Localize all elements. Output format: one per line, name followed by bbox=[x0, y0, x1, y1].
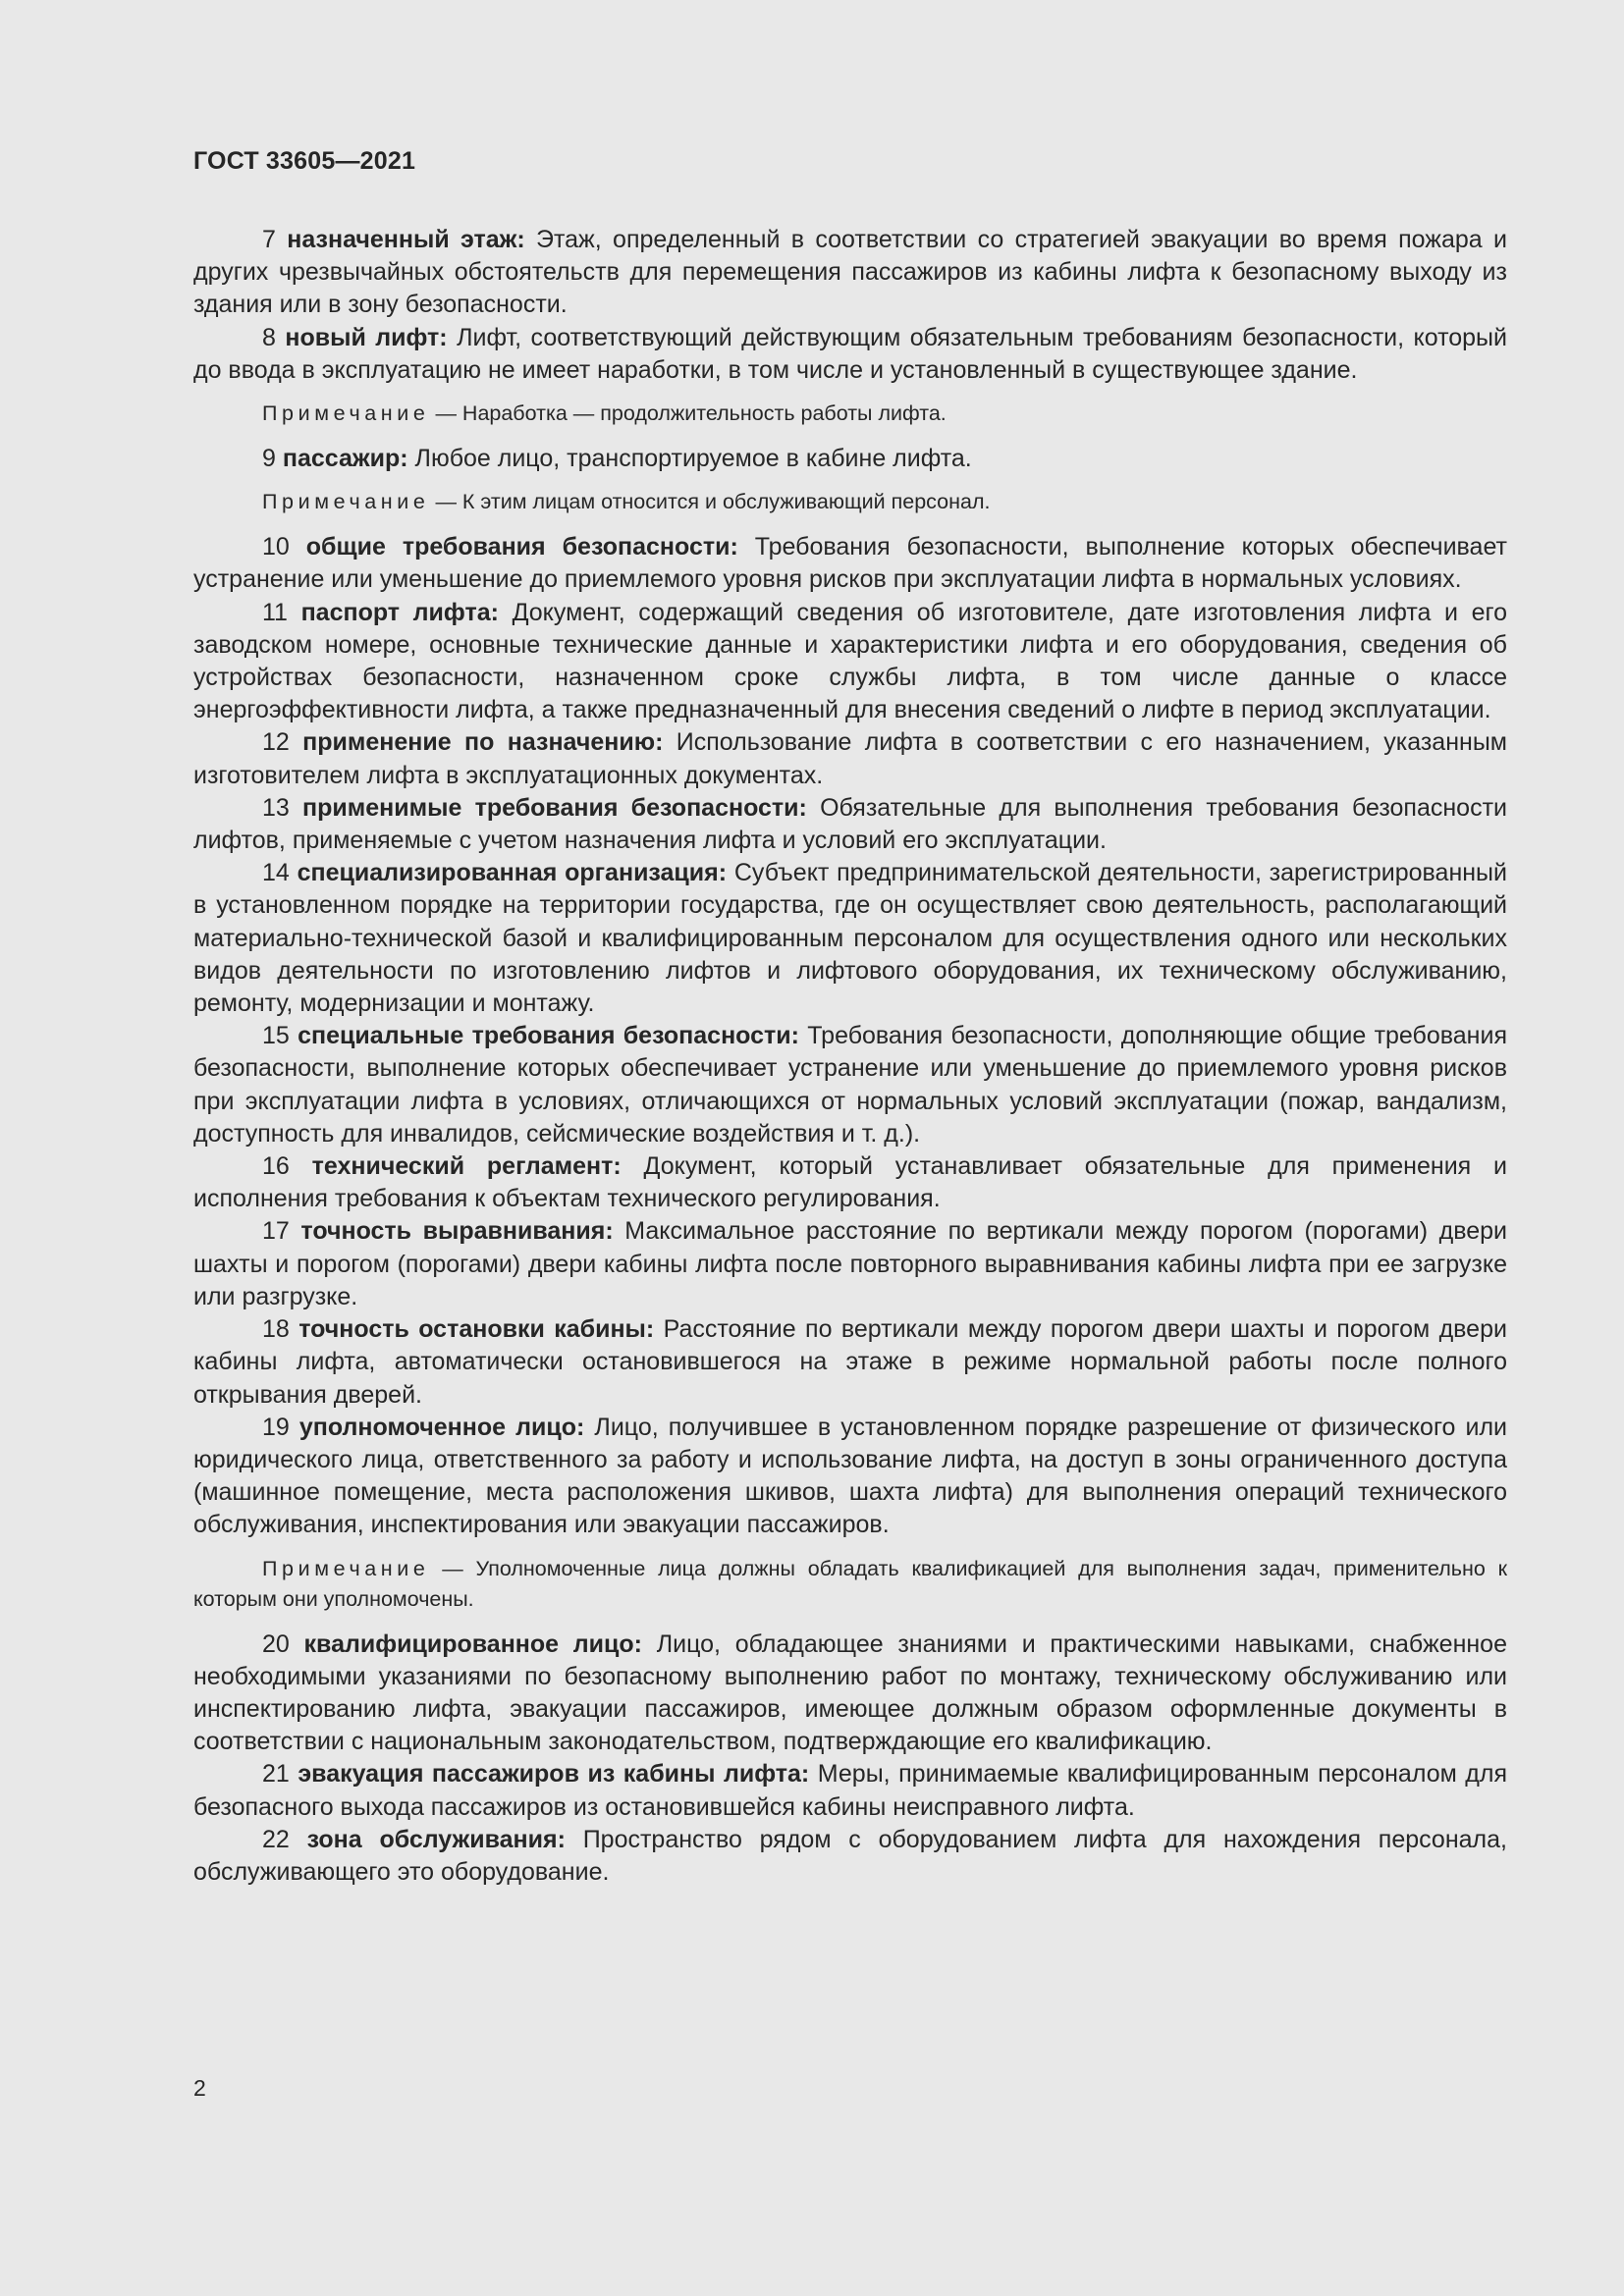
term-20 bbox=[193, 1629, 1507, 1759]
term-definition: Субъект предпринимательской деятельности, зарегистрированный в установленном порядке на территории государства, где он осуществляет свою деятельность, располагающий материально-технической базой и квалифицированным персоналом для осуществления одного или нескольких видов деятельности по изготовлению лифтов и лифтового оборудования, их техническому обслуживанию, ремонту, модернизации и монтажу. bbox=[193, 859, 1507, 1018]
term-18 bbox=[193, 1313, 1507, 1412]
term-13 bbox=[193, 792, 1507, 857]
term-name: эвакуация пассажиров из кабины лифта: bbox=[298, 1760, 810, 1789]
term-definition: Обязательные для выполнения требования безопасности лифтов, применяемые с учетом назначения лифта и условий его эксплуатации. bbox=[193, 793, 1507, 855]
term-number: 15 bbox=[262, 1022, 290, 1050]
term-number: 13 bbox=[262, 793, 290, 822]
term-7 bbox=[193, 224, 1507, 322]
term-name: квалифицированное лицо: bbox=[303, 1629, 643, 1658]
note-text: — Наработка — продолжительность работы лифта. bbox=[435, 401, 947, 426]
term-number: 7 bbox=[262, 226, 276, 253]
note-label: Примечание bbox=[262, 1556, 430, 1580]
term-14 bbox=[193, 857, 1507, 1020]
term-number: 14 bbox=[262, 859, 290, 887]
term-number: 21 bbox=[262, 1760, 290, 1789]
term-number: 20 bbox=[262, 1629, 290, 1658]
term-number: 22 bbox=[262, 1825, 290, 1853]
note-label: Примечание bbox=[262, 490, 430, 514]
term-definition: Лицо, получившее в установленном порядке разрешение от физического или юридического лица, ответственного за работу и использование лифта, на доступ в зоны ограниченного доступа (машинное помещение, места расположения шкивов, шахта лифта) для выполнения операций технического обслуживания, инспектирования или эвакуации пассажиров. bbox=[193, 1413, 1507, 1539]
term-definition: Документ, содержащий сведения об изготовителе, дате изготовления лифта и его заводском номере, основные технические данные и характеристики лифта и его оборудования, сведения об устройствах безопасности, назначенном сроке службы лифта, в том числе данные о классе энергоэффективности лифта, а также предназначенный для внесения сведений о лифте в период эксплуатации. bbox=[193, 598, 1508, 724]
term-16 bbox=[193, 1150, 1507, 1215]
term-name: технический регламент: bbox=[311, 1152, 622, 1181]
term-17 bbox=[193, 1215, 1507, 1313]
term-number: 16 bbox=[262, 1152, 290, 1181]
term-definition: Расстояние по вертикали между порогом двери шахты и порогом двери кабины лифта, автоматически остановившегося на этаже в режиме нормальной работы после полного открывания дверей. bbox=[193, 1315, 1507, 1409]
page-number: 2 bbox=[193, 2075, 206, 2101]
term-name: зона обслуживания: bbox=[306, 1825, 566, 1853]
term-8 bbox=[193, 322, 1507, 387]
term-10 bbox=[193, 531, 1507, 596]
term-definition: Пространство рядом с оборудованием лифта для нахождения персонала, обслуживающего это оборудование. bbox=[193, 1825, 1507, 1886]
term-name: применение по назначению: bbox=[302, 728, 664, 757]
term-name: специальные требования безопасности: bbox=[298, 1022, 799, 1050]
term-number: 10 bbox=[262, 533, 290, 561]
term-number: 19 bbox=[262, 1413, 290, 1441]
term-number: 12 bbox=[262, 728, 290, 757]
document-header: ГОСТ 33605—2021 bbox=[193, 147, 416, 175]
term-number: 8 bbox=[262, 323, 276, 351]
note-1 bbox=[193, 399, 1507, 429]
term-number: 9 bbox=[262, 445, 276, 473]
term-number: 17 bbox=[262, 1217, 290, 1246]
term-number: 18 bbox=[262, 1315, 290, 1344]
term-definition: Использование лифта в соответствии с его назначением, указанным изготовителем лифта в эксплуатационных документах. bbox=[193, 728, 1507, 789]
term-definition: Меры, принимаемые квалифицированным персоналом для безопасного выхода пассажиров из остановившейся кабины неисправного лифта. bbox=[193, 1760, 1508, 1821]
term-12 bbox=[193, 726, 1507, 791]
term-name: уполномоченное лицо: bbox=[298, 1413, 585, 1441]
term-definition: Любое лицо, транспортируемое в кабине лифта. bbox=[414, 445, 972, 473]
note-text: — К этим лицам относится и обслуживающий персонал. bbox=[435, 490, 991, 514]
term-15 bbox=[193, 1020, 1507, 1150]
term-21 bbox=[193, 1758, 1507, 1823]
term-name: новый лифт: bbox=[285, 323, 448, 351]
term-name: применимые требования безопасности: bbox=[302, 793, 807, 822]
term-definition: Лифт, соответствующий действующим обязательным требованиям безопасности, который до ввода в эксплуатацию не имеет наработки, в том числе и установленный в существующее здание. bbox=[193, 323, 1507, 384]
term-11 bbox=[193, 597, 1507, 727]
document-body bbox=[193, 224, 1507, 1889]
note-3 bbox=[193, 1554, 1507, 1615]
term-name: паспорт лифта: bbox=[300, 598, 499, 626]
term-definition: Этаж, определенный в соответствии со стратегией эвакуации во время пожара и других чрезвычайных обстоятельств для перемещения пассажиров из кабины лифта к безопасному выходу из здания или в зону безопасности. bbox=[193, 226, 1507, 319]
term-name: специализированная организация: bbox=[297, 859, 728, 887]
term-definition: Лицо, обладающее знаниями и практическими навыками, снабженное необходимыми указаниями по безопасному выполнению работ по монтажу, техническому обслуживанию или инспектированию лифта, эвакуации пассажиров, имеющее должным образом оформленные документы в соответствии с национальным законодательством, подтверждающие его квалификацию. bbox=[193, 1629, 1507, 1756]
term-name: общие требования безопасности: bbox=[305, 533, 738, 561]
term-definition: Документ, который устанавливает обязательные для применения и исполнения требования к объектам технического регулирования. bbox=[193, 1152, 1507, 1213]
note-label: Примечание bbox=[262, 401, 430, 426]
term-name: точность остановки кабины: bbox=[298, 1315, 655, 1344]
term-definition: Требования безопасности, выполнение которых обеспечивает устранение или уменьшение до приемлемого уровня рисков при эксплуатации лифта в нормальных условиях. bbox=[193, 533, 1507, 594]
term-19 bbox=[193, 1412, 1507, 1542]
term-definition: Максимальное расстояние по вертикали между порогом (порогами) двери шахты и порогом (порогами) двери кабины лифта после повторного выравнивания кабины лифта при ее загрузке или разгрузке. bbox=[193, 1217, 1507, 1310]
note-2 bbox=[193, 487, 1507, 517]
term-name: назначенный этаж: bbox=[287, 226, 525, 253]
term-name: точность выравнивания: bbox=[300, 1217, 614, 1246]
term-number: 11 bbox=[262, 598, 288, 626]
term-22 bbox=[193, 1824, 1507, 1889]
term-name: пассажир: bbox=[282, 445, 408, 473]
term-definition: Требования безопасности, дополняющие общие требования безопасности, выполнение которых обеспечивает устранение или уменьшение до приемлемого уровня рисков при эксплуатации лифта в условиях, отличающихся от нормальных условий эксплуатации (пожар, вандализм, доступность для инвалидов, сейсмические воздействия и т. д.). bbox=[193, 1022, 1507, 1148]
note-text: — Уполномоченные лица должны обладать квалификацией для выполнения задач, применительно к которым они уполномочены. bbox=[193, 1556, 1507, 1611]
term-9 bbox=[193, 443, 1507, 475]
